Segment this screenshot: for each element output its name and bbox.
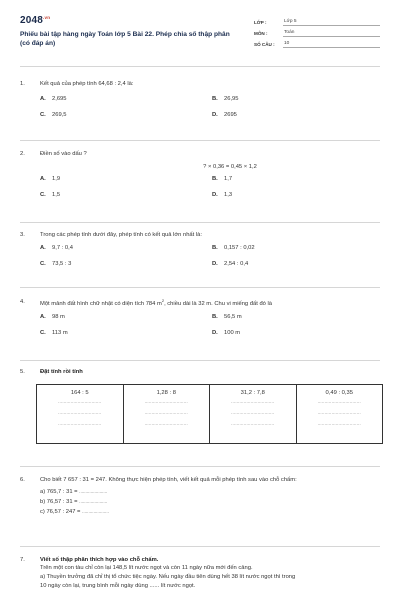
- dotted-line: ...............................: [58, 410, 102, 416]
- fill-blank[interactable]: .....................: [82, 509, 109, 515]
- question-7: [20, 556, 380, 591]
- option-key: A.: [40, 176, 46, 183]
- option-a[interactable]: [40, 96, 212, 102]
- meta-value: Toán: [283, 30, 380, 37]
- divider: [20, 360, 380, 361]
- question-number: 7.: [20, 557, 25, 563]
- option-key: B.: [212, 96, 218, 103]
- fill-label: b) 76,57 : 31 =: [40, 499, 78, 506]
- divider: [20, 66, 380, 67]
- option-key: B.: [212, 314, 218, 321]
- option-key: D.: [212, 192, 218, 199]
- option-value: 2,54 : 0,4: [224, 261, 249, 268]
- logo-suffix: .vn: [43, 15, 51, 20]
- question-text: Viết số thập phân thích hợp vào chỗ chấm.: [40, 557, 159, 563]
- option-key: A.: [40, 245, 46, 252]
- calc-expression: 0,49 : 0,35: [325, 390, 353, 397]
- option-c[interactable]: [40, 192, 212, 198]
- problem-line: 10 ngày còn lại, trung bình mỗi ngày dùng ...... lít nước ngọt.: [40, 583, 196, 590]
- question-text: Cho biết 7 657 : 31 = 247. Không thực hiện phép tính, viết kết quả mỗi phép tính sau vào chỗ chấm:: [40, 477, 297, 483]
- option-c[interactable]: [40, 261, 212, 267]
- question-number: 5.: [20, 369, 25, 375]
- question-2: [20, 150, 380, 198]
- fill-blank[interactable]: ......................: [79, 499, 108, 505]
- dotted-line: ...............................: [231, 421, 275, 427]
- option-value: 1,3: [224, 192, 233, 199]
- option-key: D.: [212, 330, 218, 337]
- fill-item: [40, 497, 380, 507]
- question-5: [20, 368, 380, 444]
- option-value: 100 m: [224, 330, 241, 337]
- calc-cell[interactable]: [124, 385, 211, 443]
- option-key: C.: [40, 192, 46, 199]
- dotted-line: ...............................: [231, 410, 275, 416]
- option-a[interactable]: [40, 176, 212, 182]
- option-key: A.: [40, 314, 46, 321]
- dotted-line: ...............................: [144, 399, 188, 405]
- question-text: [40, 298, 380, 308]
- dotted-line: ...............................: [317, 410, 361, 416]
- option-d[interactable]: [212, 261, 384, 267]
- dotted-line: ...............................: [317, 421, 361, 427]
- meta-label: MÔN :: [254, 31, 268, 36]
- document-title: Phiếu bài tập hàng ngày Toán lớp 5 Bài 22. Phép chia số thập phân (có đáp án): [20, 31, 230, 47]
- calc-expression: 31,2 : 7,8: [240, 390, 265, 397]
- question-text-part: Một mảnh đất hình chữ nhật có diện tích 784 m: [40, 300, 162, 307]
- question-3: [20, 231, 380, 267]
- dotted-line: ...............................: [231, 399, 275, 405]
- question-number: 1.: [20, 81, 25, 87]
- option-key: C.: [40, 330, 46, 337]
- meta-label: SỐ CÂU :: [254, 42, 275, 47]
- option-key: C.: [40, 112, 46, 119]
- option-value: 269,5: [52, 112, 67, 119]
- option-value: 26,95: [224, 96, 239, 103]
- divider: [20, 222, 380, 223]
- problem-line: a) Thuyền trưởng đã chỉ thị tổ chức tiệc ngày. Nếu ngày đầu tiên dùng hết 38 lít nước ngọt thì trong: [40, 574, 296, 581]
- answer-options: [40, 245, 380, 267]
- dotted-line: ...............................: [144, 410, 188, 416]
- calc-expression: 1,28 : 8: [156, 390, 176, 397]
- option-b[interactable]: [212, 245, 384, 251]
- question-text-part: , chiều dài là 32 m. Chu vi miếng đất đó là: [164, 300, 273, 307]
- option-value: 1,5: [52, 192, 61, 199]
- meta-row-count: [254, 38, 380, 48]
- answer-options: [40, 96, 380, 118]
- calc-expression: 164 : 5: [70, 390, 89, 397]
- fill-item: [40, 507, 380, 517]
- option-b[interactable]: [212, 96, 384, 102]
- option-c[interactable]: [40, 112, 212, 118]
- question-6: [20, 476, 380, 517]
- option-value: 9,7 : 0,4: [52, 245, 73, 252]
- problem-line: Trên một con tàu chỉ còn lại 148,5 lít nước ngọt và còn 11 ngày nữa mới đến cảng.: [40, 565, 253, 572]
- option-value: 73,5 : 3: [52, 261, 72, 268]
- fill-label: a) 765,7 : 31 =: [40, 489, 78, 496]
- fill-items: [20, 487, 380, 517]
- meta-label: LỚP :: [254, 20, 267, 25]
- fill-blank[interactable]: ......................: [79, 489, 108, 495]
- option-value: 98 m: [52, 314, 65, 321]
- divider: [20, 140, 380, 141]
- option-b[interactable]: [212, 176, 384, 182]
- calc-cell[interactable]: [37, 385, 124, 443]
- dotted-line: ...............................: [58, 399, 102, 405]
- logo-text: 2048: [20, 15, 44, 26]
- question-1: [20, 80, 380, 118]
- calc-cell[interactable]: [297, 385, 383, 443]
- option-value: 1,7: [224, 176, 233, 183]
- option-d[interactable]: [212, 192, 384, 198]
- option-a[interactable]: [40, 314, 212, 320]
- question-text: Kết quả của phép tính 64,68 : 2,4 là:: [40, 81, 134, 87]
- option-value: 2,695: [52, 96, 67, 103]
- question-text: Trong các phép tính dưới đây, phép tính có kết quả lớn nhất là:: [40, 232, 202, 238]
- option-d[interactable]: [212, 330, 384, 336]
- answer-options: [40, 314, 380, 336]
- option-key: D.: [212, 112, 218, 119]
- option-value: 1,9: [52, 176, 61, 183]
- option-value: 2695: [224, 112, 237, 119]
- option-key: B.: [212, 176, 218, 183]
- option-value: 113 m: [52, 330, 68, 337]
- option-key: D.: [212, 261, 218, 268]
- meta-row-subject: [254, 27, 380, 37]
- site-logo[interactable]: [20, 15, 50, 26]
- question-number: 6.: [20, 477, 25, 483]
- math-expression: ? × 0,36 = 0,45 × 1,2: [203, 164, 257, 171]
- question-number: 3.: [20, 232, 25, 238]
- question-number: 2.: [20, 151, 25, 157]
- divider: [20, 466, 380, 467]
- divider: [20, 546, 380, 547]
- calc-cell[interactable]: [210, 385, 297, 443]
- meta-value: 10: [283, 41, 380, 48]
- option-key: B.: [212, 245, 218, 252]
- calculation-table: [36, 384, 383, 444]
- divider: [20, 287, 380, 288]
- option-value: 56,5 m: [224, 314, 242, 321]
- question-text: Điền số vào dấu ?: [40, 151, 87, 157]
- option-d[interactable]: [212, 112, 384, 118]
- dotted-line: ...............................: [58, 421, 102, 427]
- option-key: A.: [40, 96, 46, 103]
- question-number: 4.: [20, 299, 25, 305]
- answer-options: [40, 176, 380, 198]
- dotted-line: ...............................: [317, 399, 361, 405]
- meta-info: [254, 16, 380, 49]
- meta-row-class: [254, 16, 380, 26]
- superscript: 2: [161, 298, 165, 303]
- option-value: 0,157 : 0,02: [224, 245, 255, 252]
- fill-item: [40, 487, 380, 497]
- option-c[interactable]: [40, 330, 212, 336]
- question-text: Đặt tính rồi tính: [40, 369, 83, 375]
- option-b[interactable]: [212, 314, 384, 320]
- meta-value: Lớp 5: [283, 19, 380, 26]
- question-4: [20, 298, 380, 336]
- fill-label: c) 76,57 : 247 =: [40, 509, 81, 516]
- dotted-line: ...............................: [144, 421, 188, 427]
- option-a[interactable]: [40, 245, 212, 251]
- option-key: C.: [40, 261, 46, 268]
